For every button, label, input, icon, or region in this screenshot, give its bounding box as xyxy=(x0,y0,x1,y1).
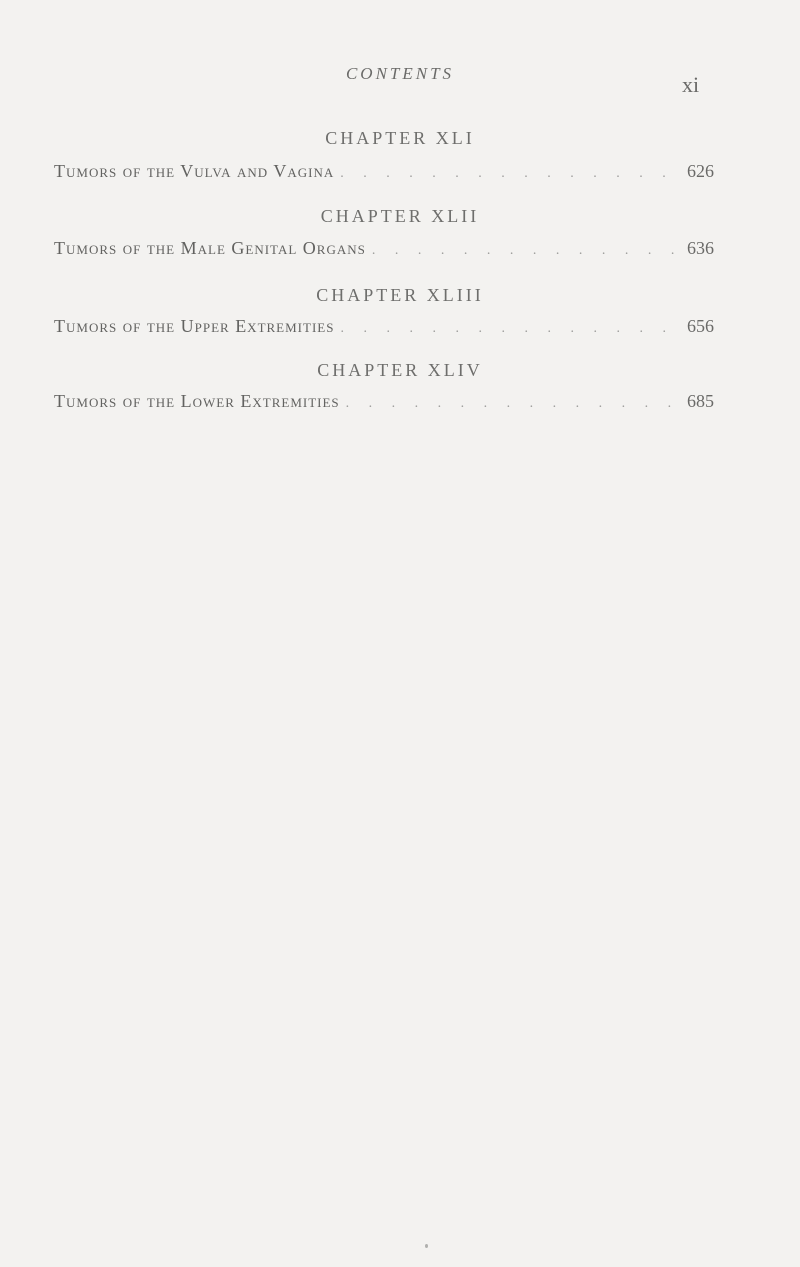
chapter-heading: CHAPTER XLIV xyxy=(317,360,483,380)
toc-entry-title: Tumors of the Male Genital Organs xyxy=(54,238,366,258)
toc-entry-title: Tumors of the Vulva and Vagina xyxy=(54,161,335,181)
toc-entry-page: 685 xyxy=(687,391,714,411)
toc-entry[interactable] xyxy=(54,316,714,337)
paper-speck xyxy=(425,1244,428,1248)
toc-entry-page: 656 xyxy=(687,316,714,336)
toc-entry-title: Tumors of the Upper Extremities xyxy=(54,316,335,336)
chapter-heading: CHAPTER XLIII xyxy=(316,285,484,305)
dot-leader xyxy=(372,243,681,259)
toc-entry-page: 626 xyxy=(687,161,714,181)
toc-entry[interactable] xyxy=(54,391,714,412)
page-number: xi xyxy=(682,72,700,97)
dot-leader xyxy=(340,166,681,182)
dot-leader xyxy=(340,321,681,337)
chapter-heading: CHAPTER XLI xyxy=(325,128,475,148)
toc-entry[interactable] xyxy=(54,238,714,259)
toc-entry-title: Tumors of the Lower Extremities xyxy=(54,391,340,411)
toc-entry[interactable] xyxy=(54,161,714,182)
dot-leader xyxy=(346,396,681,412)
toc-entry-page: 636 xyxy=(687,238,714,258)
chapter-heading: CHAPTER XLII xyxy=(320,206,480,226)
running-head: CONTENTS xyxy=(345,64,455,83)
